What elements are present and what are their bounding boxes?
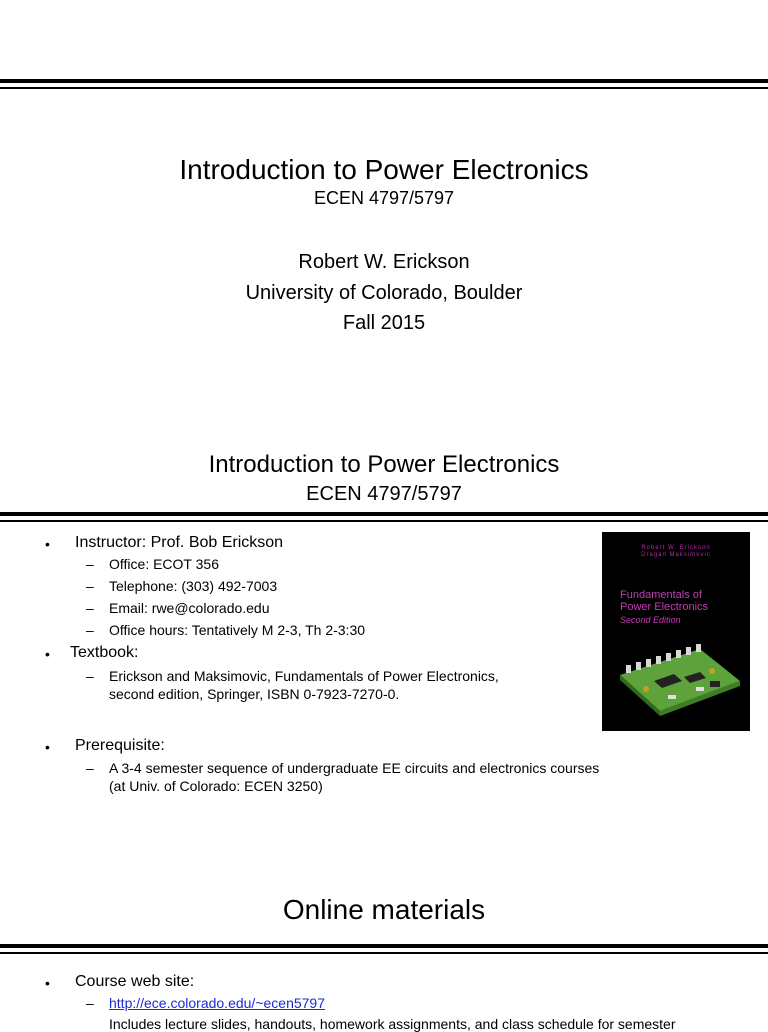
textbook-label: Textbook: (70, 644, 139, 661)
prerequisite-label: Prerequisite: (75, 737, 165, 754)
slide2-rule-thick (0, 512, 768, 516)
book-title-line2: Power Electronics (620, 601, 709, 613)
slide2-course: ECEN 4797/5797 (306, 483, 462, 505)
course-website-link[interactable]: http://ece.colorado.edu/~ecen5797 (109, 995, 326, 1011)
circuit-board-illustration (612, 637, 742, 717)
prerequisite-line2: (at Univ. of Colorado: ECEN 3250) (109, 778, 323, 794)
bullet-marker: • (45, 975, 50, 991)
book-authors-line1: Robert W. Erickson (641, 545, 711, 551)
textbook-cover-image (602, 532, 750, 731)
bullet-marker: • (45, 646, 50, 662)
instructor-text: Instructor: Prof. Bob Erickson (75, 534, 284, 551)
slide1-term: Fall 2015 (342, 312, 426, 334)
dash-marker: – (86, 668, 94, 684)
slide1-course: ECEN 4797/5797 (313, 188, 455, 208)
textbook-line2: second edition, Springer, ISBN 0-7923-7270-0. (109, 686, 400, 702)
dash-marker: – (86, 578, 94, 594)
office-text: Office: ECOT 356 (109, 556, 219, 572)
dash-marker: – (86, 995, 94, 1011)
slide2-title: Introduction to Power Electronics (208, 451, 560, 478)
bullet-marker: • (45, 536, 50, 552)
top-rule-thick (0, 79, 768, 83)
book-title-line1: Fundamentals of (620, 589, 702, 601)
dash-marker: – (86, 600, 94, 616)
textbook-line1: Erickson and Maksimovic, Fundamentals of Power Electronics, (109, 668, 499, 684)
book-edition: Second Edition (620, 615, 681, 625)
dash-marker: – (86, 556, 94, 572)
dash-marker: – (86, 760, 94, 776)
top-rule-thin (0, 87, 768, 89)
slide2-rule-thin (0, 520, 768, 522)
course-website-label: Course web site: (75, 973, 195, 990)
slide1-institution: University of Colorado, Boulder (245, 282, 523, 304)
slide1-title: Introduction to Power Electronics (179, 154, 589, 185)
book-authors-line2: Dragan Maksimovic (641, 552, 711, 558)
email-text: Email: rwe@colorado.edu (109, 600, 270, 616)
slide3-title: Online materials (282, 894, 486, 925)
website-description-line: Includes lecture slides, handouts, homework assignments, and class schedule for semester (109, 1016, 676, 1032)
slide3-rule-thin (0, 952, 768, 954)
office-hours-text: Office hours: Tentatively M 2-3, Th 2-3:30 (109, 622, 366, 638)
bullet-marker: • (45, 739, 50, 755)
slide1-author: Robert W. Erickson (298, 251, 470, 273)
slide3-rule-thick (0, 944, 768, 948)
dash-marker: – (86, 622, 94, 638)
telephone-text: Telephone: (303) 492-7003 (109, 578, 278, 594)
prerequisite-line1: A 3-4 semester sequence of undergraduate EE circuits and electronics courses (109, 760, 600, 776)
